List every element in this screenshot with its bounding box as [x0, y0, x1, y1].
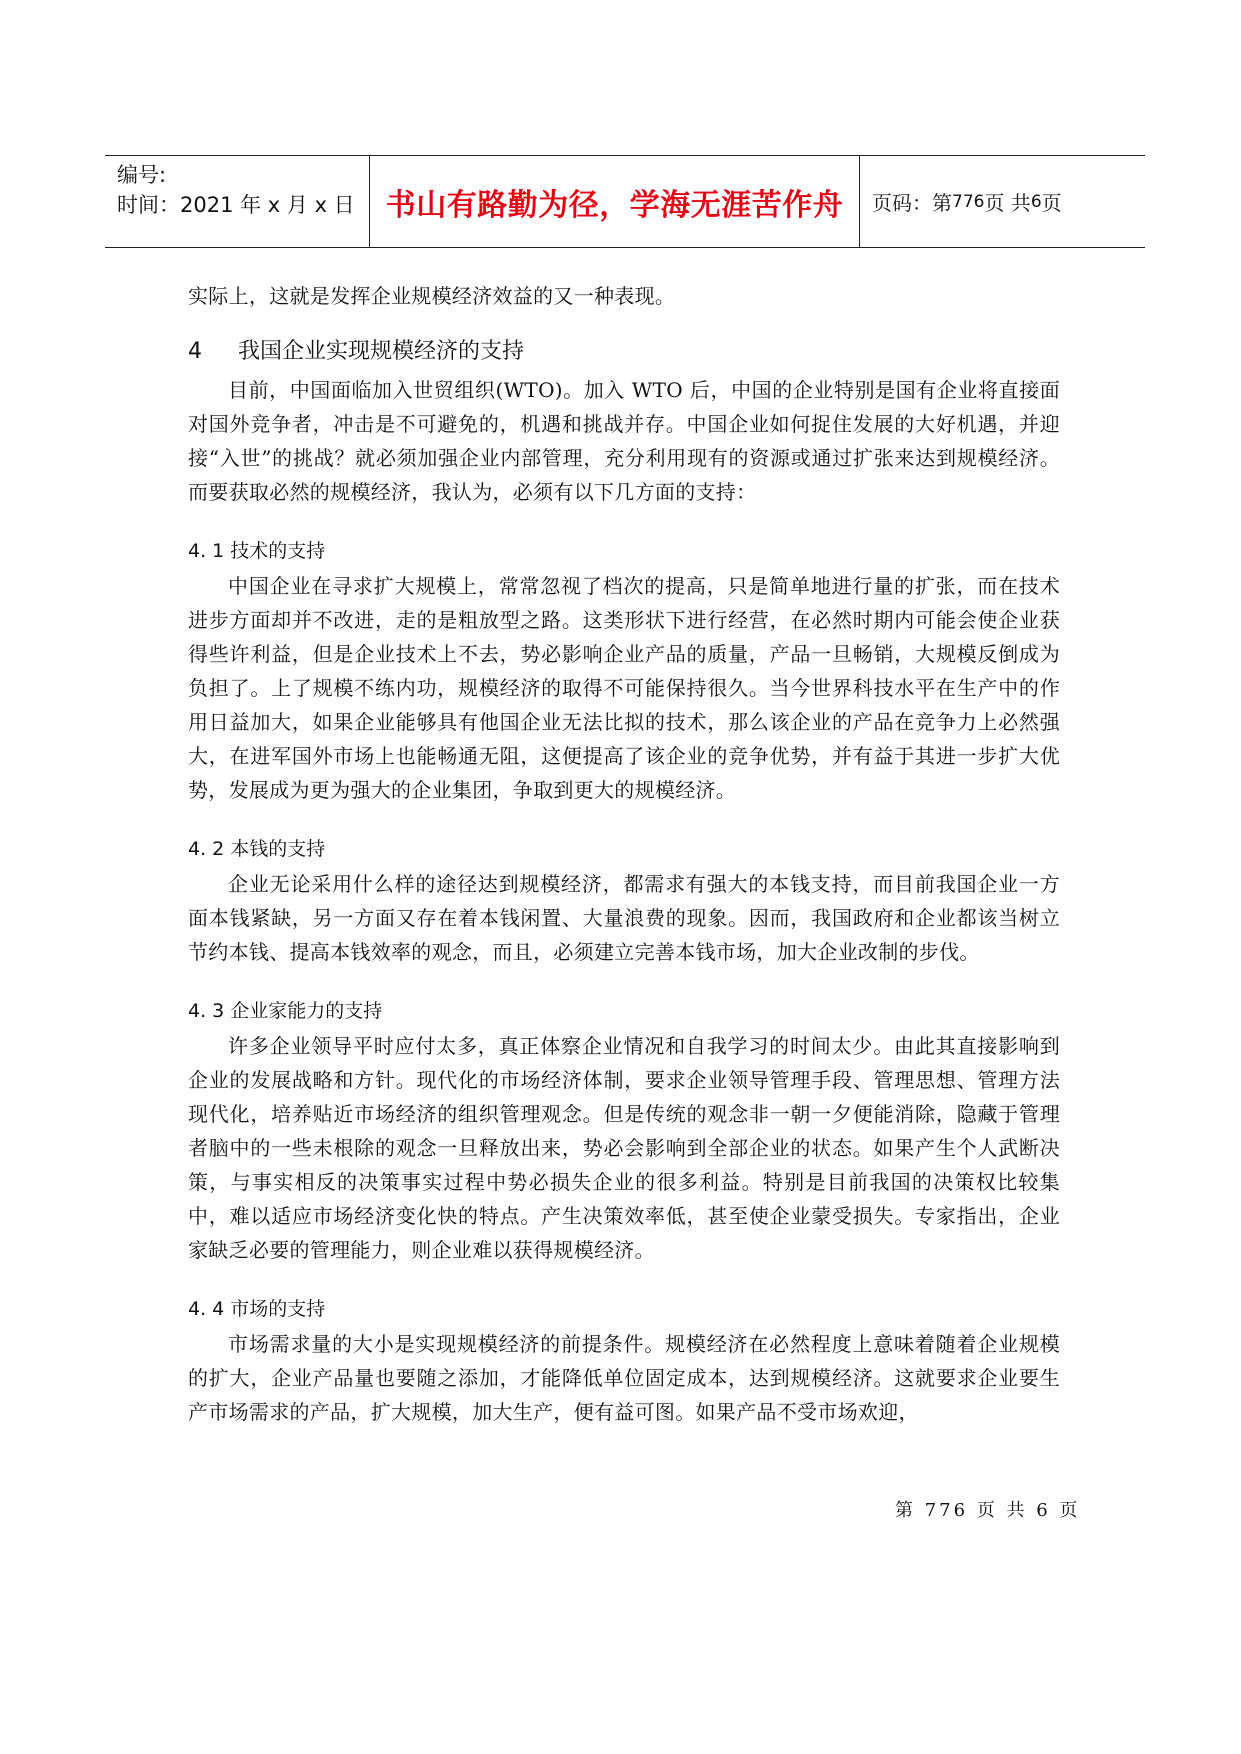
page-suffix: 页	[1041, 191, 1062, 215]
section-4-1-paragraph: 中国企业在寻求扩大规模上，常常忽视了档次的提高，只是简单地进行量的扩张，而在技术进步方面却并不改进，走的是粗放型之路。这类形状下进行经营，在必然时期内可能会使企业获得些许利益，但是企业技术上不去，势必影响企业产品的质量，产品一旦畅销，大规模反倒成为负担了。上了规模不练内功，规模经济的取得不可能保持很久。当今世界科技水平在生产中的作用日益加大，如果企业能够具有他国企业无法比拟的技术，那么该企业的产品在竞争力上必然强大，在进军国外市场上也能畅通无阻，这便提高了该企业的竞争优势，并有益于其进一步扩大优势，发展成为更为强大的企业集团，争取到更大的规模经济。	[188, 574, 1060, 802]
header-page-info	[860, 156, 1145, 247]
header-motto: 书山有路勤为径，学海无涯苦作舟	[370, 156, 860, 247]
document-number-label: 编号:	[117, 163, 167, 187]
page-total: 6	[1030, 191, 1042, 212]
document-time-label: 时间：2021 年 x 月 x 日	[117, 193, 355, 217]
document-body	[188, 279, 1060, 1429]
page-prefix: 页码：第	[872, 191, 952, 215]
section-4-4-heading: 4. 4 市场的支持	[188, 1298, 326, 1320]
header-info-cell	[105, 156, 370, 247]
page-middle: 页 共	[984, 191, 1031, 215]
section-4-number: 4	[188, 339, 202, 364]
section-4-4-paragraph: 市场需求量的大小是实现规模经济的前提条件。规模经济在必然程度上意味着随着企业规模的扩大，企业产品量也要随之添加，才能降低单位固定成本，达到规模经济。这就要求企业要生产市场需求的产品，扩大规模，加大生产，便有益可图。如果产品不受市场欢迎，	[188, 1332, 1060, 1424]
section-4-2-paragraph: 企业无论采用什么样的途径达到规模经济，都需求有强大的本钱支持，而目前我国企业一方面本钱紧缺，另一方面又存在着本钱闲置、大量浪费的现象。因而，我国政府和企业都该当树立节约本钱、提高本钱效率的观念，而且，必须建立完善本钱市场，加大企业改制的步伐。	[188, 872, 1060, 964]
header-table	[105, 155, 1145, 248]
section-4-3-paragraph: 许多企业领导平时应付太多，真正体察企业情况和自我学习的时间太少。由此其直接影响到企业的发展战略和方针。现代化的市场经济体制，要求企业领导管理手段、管理思想、管理方法现代化，培养贴近市场经济的组织管理观念。但是传统的观念非一朝一夕便能消除，隐藏于管理者脑中的一些未根除的观念一旦释放出来，势必会影响到全部企业的状态。如果产生个人武断决策，与事实相反的决策事实过程中势必损失企业的很多利益。特别是目前我国的决策权比较集中，难以适应市场经济变化快的特点。产生决策效率低，甚至使企业蒙受损失。专家指出，企业家缺乏必要的管理能力，则企业难以获得规模经济。	[188, 1034, 1060, 1262]
section-4-heading	[188, 335, 1060, 369]
section-4-2-heading: 4. 2 本钱的支持	[188, 838, 326, 860]
page-current: 776	[952, 191, 985, 212]
section-4-title: 我国企业实现规模经济的支持	[238, 339, 525, 364]
section-4-3-heading: 4. 3 企业家能力的支持	[188, 1000, 383, 1022]
section-4-1-heading: 4. 1 技术的支持	[188, 540, 326, 562]
intro-paragraph: 实际上，这就是发挥企业规模经济效益的又一种表现。	[188, 284, 676, 308]
section-4-paragraph: 目前，中国面临加入世贸组织(WTO)。加入 WTO 后，中国的企业特别是国有企业将直接面对国外竞争者，冲击是不可避免的，机遇和挑战并存。中国企业如何捉住发展的大好机遇，并迎接“入世”的挑战？就必须加强企业内部管理，充分利用现有的资源或通过扩张来达到规模经济。而要获取必然的规模经济，我认为，必须有以下几方面的支持：	[188, 378, 1060, 504]
page-footer: 第 776 页 共 6 页	[895, 1500, 1081, 1521]
